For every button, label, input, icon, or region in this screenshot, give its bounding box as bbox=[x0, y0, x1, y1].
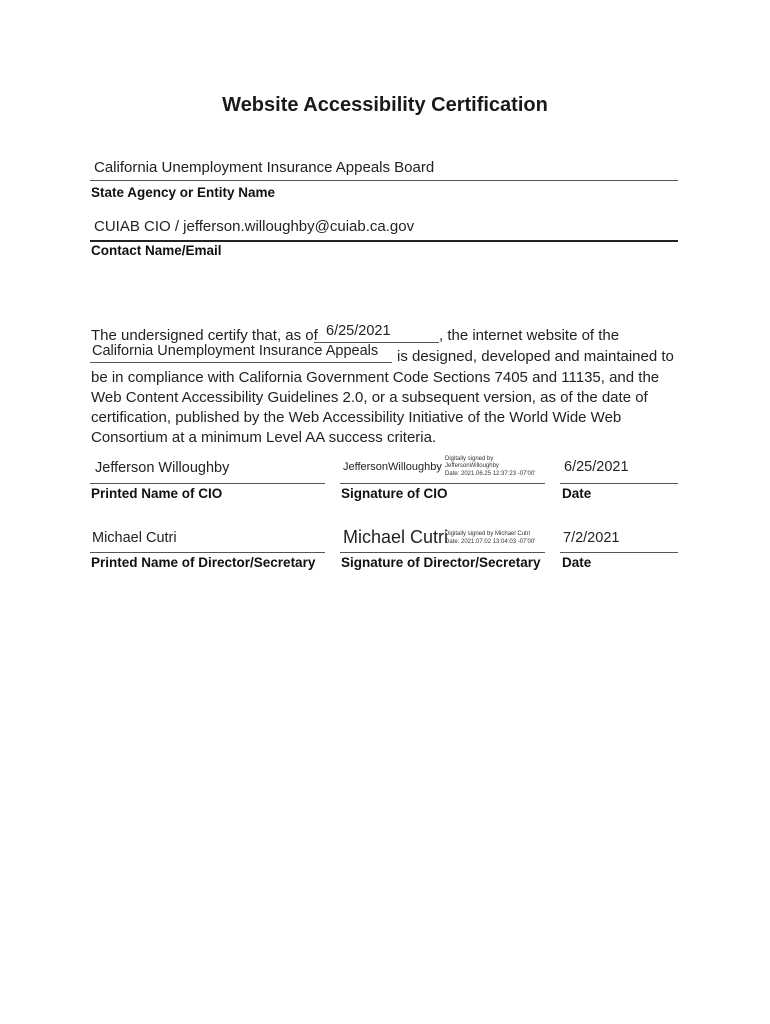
agency-name-label: State Agency or Entity Name bbox=[91, 185, 276, 200]
director-printed-name-underline bbox=[90, 552, 325, 553]
director-printed-name-label: Printed Name of Director/Secretary bbox=[91, 555, 316, 570]
cio-date-underline bbox=[560, 483, 678, 484]
director-date-field[interactable]: 7/2/2021 bbox=[563, 530, 620, 546]
cio-printed-name-label: Printed Name of CIO bbox=[91, 486, 223, 501]
certification-line-6: Consortium at a minimum Level AA success criteria. bbox=[91, 429, 437, 446]
cio-signature-name[interactable]: JeffersonWilloughby bbox=[343, 461, 442, 473]
certification-line-3: be in compliance with California Government Code Sections 7405 and 11135, and the bbox=[91, 369, 660, 386]
certification-line-4: Web Content Accessibility Guidelines 2.0, or a subsequent version, as of the date of bbox=[91, 389, 648, 406]
cio-signature-note-1: Digitally signed by bbox=[445, 456, 494, 462]
cio-signature-label: Signature of CIO bbox=[341, 486, 448, 501]
director-date-underline bbox=[560, 552, 678, 553]
contact-email-field[interactable]: CUIAB CIO / jefferson.willoughby@cuiab.ca.gov bbox=[94, 218, 415, 235]
certification-line-2-end: is designed, developed and maintained to bbox=[397, 348, 674, 365]
director-date-label: Date bbox=[562, 555, 592, 570]
director-printed-name-field[interactable]: Michael Cutri bbox=[92, 530, 177, 546]
cio-printed-name-field[interactable]: Jefferson Willoughby bbox=[95, 460, 230, 476]
director-signature-note-1: Digitally signed by Michael Cutri bbox=[445, 531, 531, 537]
director-signature-label: Signature of Director/Secretary bbox=[341, 555, 541, 570]
agency-name-field[interactable]: California Unemployment Insurance Appeals Board bbox=[94, 159, 435, 176]
cio-date-label: Date bbox=[562, 486, 592, 501]
cio-printed-name-underline bbox=[90, 483, 325, 484]
contact-email-label: Contact Name/Email bbox=[91, 243, 222, 258]
cio-signature-note-2: JeffersonWilloughby bbox=[445, 463, 499, 469]
director-signature-name[interactable]: Michael Cutri bbox=[343, 527, 449, 547]
cio-signature-note-3: Date: 2021.06.25 12:37:23 -07'00' bbox=[445, 471, 536, 477]
agency-name-underline bbox=[90, 180, 678, 181]
director-signature-underline bbox=[340, 552, 545, 553]
certification-entity-underline bbox=[90, 362, 392, 363]
certification-line-5: certification, published by the Web Accessibility Initiative of the World Wide Web bbox=[91, 409, 622, 426]
document-title: Website Accessibility Certification bbox=[222, 94, 548, 116]
contact-email-underline bbox=[90, 240, 678, 242]
certification-line-1-start: The undersigned certify that, as of bbox=[91, 327, 318, 344]
director-signature-note-2: Date: 2021.07.02 13:04:03 -07'00' bbox=[445, 539, 536, 545]
certification-entity-field[interactable]: California Unemployment Insurance Appeals bbox=[92, 343, 379, 359]
cio-signature-underline bbox=[340, 483, 545, 484]
certification-date-field[interactable]: 6/25/2021 bbox=[326, 323, 391, 339]
cio-date-field[interactable]: 6/25/2021 bbox=[564, 459, 629, 475]
certification-line-1-end: , the internet website of the bbox=[439, 327, 620, 344]
